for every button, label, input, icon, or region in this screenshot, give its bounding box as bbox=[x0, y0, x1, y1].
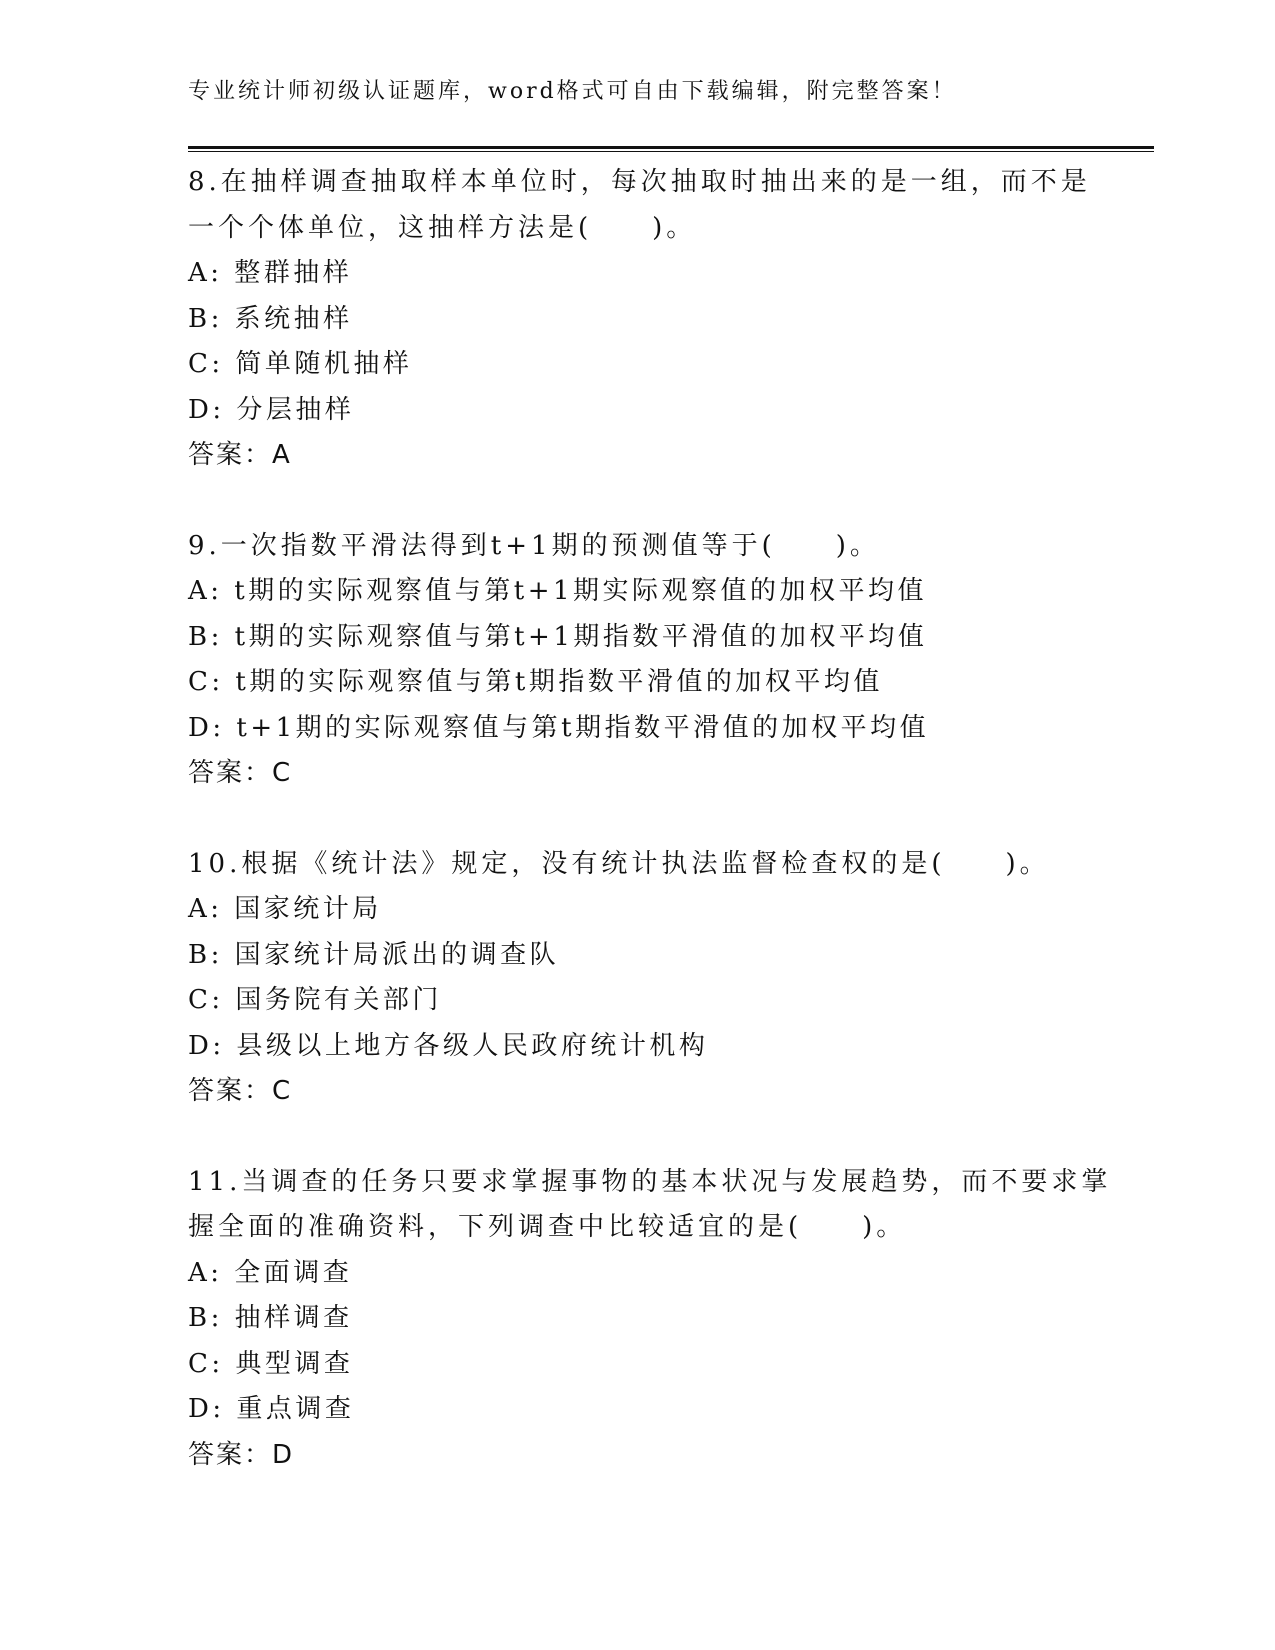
option-c: C: 国务院有关部门 bbox=[188, 985, 442, 1015]
question-9 bbox=[188, 524, 1178, 797]
question-stem bbox=[188, 524, 1178, 570]
question-stem-line: 握全面的准确资料，下列调查中比较适宜的是( )。 bbox=[188, 1212, 907, 1242]
question-stem-line: 10.根据《统计法》规定，没有统计执法监督检查权的是( )。 bbox=[188, 848, 1050, 879]
answer-text: 答案：D bbox=[188, 1439, 295, 1470]
option-d: D: 分层抽样 bbox=[188, 394, 355, 425]
page-header: 专业统计师初级认证题库，word格式可自由下载编辑，附完整答案！ bbox=[188, 79, 957, 104]
question-10 bbox=[188, 842, 1178, 1115]
option-a: A: 国家统计局 bbox=[188, 894, 382, 924]
question-stem-line: 11.当调查的任务只要求掌握事物的基本状况与发展趋势，而不要求掌 bbox=[188, 1166, 1112, 1197]
option-c: C: 典型调查 bbox=[188, 1348, 354, 1379]
option-d: D: t+1期的实际观察值与第t期指数平滑值的加权平均值 bbox=[188, 712, 930, 743]
question-stem bbox=[188, 1160, 1178, 1251]
question-stem-line: 8.在抽样调查抽取样本单位时，每次抽取时抽出来的是一组，而不是 bbox=[188, 167, 1091, 197]
option-c: C: 简单随机抽样 bbox=[188, 349, 413, 379]
question-11 bbox=[188, 1160, 1178, 1479]
answer-text: 答案：C bbox=[188, 758, 293, 788]
question-stem-line: 一个个体单位，这抽样方法是( )。 bbox=[188, 212, 697, 243]
question-stem-line: 9.一次指数平滑法得到t+1期的预测值等于( )。 bbox=[188, 530, 880, 561]
header-divider bbox=[188, 146, 1154, 152]
option-b: B: 系统抽样 bbox=[188, 303, 353, 334]
question-list bbox=[188, 160, 1178, 1523]
option-b: B: 抽样调查 bbox=[188, 1303, 353, 1333]
option-d: D: 县级以上地方各级人民政府统计机构 bbox=[188, 1030, 709, 1061]
option-b: B: 国家统计局派出的调查队 bbox=[188, 939, 560, 970]
question-stem bbox=[188, 160, 1178, 251]
question-stem bbox=[188, 842, 1178, 888]
answer-text: 答案：A bbox=[188, 440, 292, 470]
question-8 bbox=[188, 160, 1178, 479]
option-d: D: 重点调查 bbox=[188, 1394, 355, 1424]
option-a: A: 全面调查 bbox=[188, 1257, 353, 1288]
option-c: C: t期的实际观察值与第t期指数平滑值的加权平均值 bbox=[188, 667, 883, 697]
option-b: B: t期的实际观察值与第t+1期指数平滑值的加权平均值 bbox=[188, 621, 928, 652]
option-a: A: t期的实际观察值与第t+1期实际观察值的加权平均值 bbox=[188, 576, 928, 606]
answer-text: 答案：C bbox=[188, 1076, 293, 1106]
option-a: A: 整群抽样 bbox=[188, 258, 353, 288]
